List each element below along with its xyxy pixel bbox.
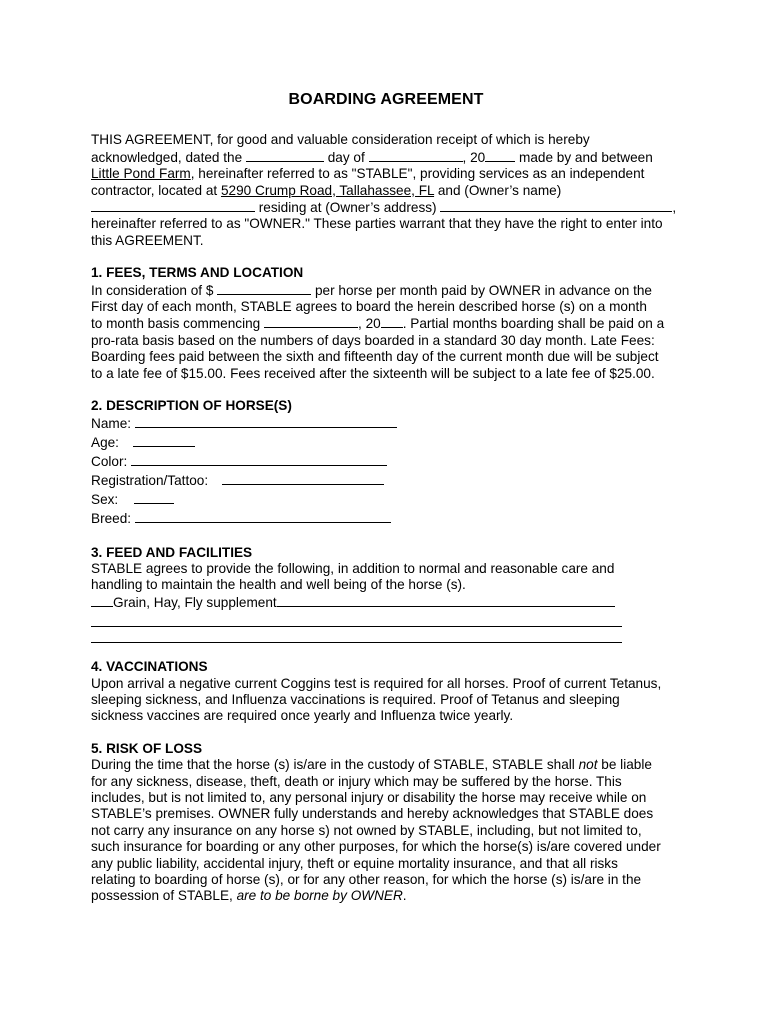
- intro-line: [91, 149, 681, 166]
- horse-sex-blank[interactable]: [134, 491, 174, 504]
- owner-address-blank[interactable]: [440, 199, 672, 212]
- section-line: STABLE’s premises. OWNER fully understands and hereby acknowledges that STABLE does: [91, 806, 654, 822]
- section-heading: 3. FEED AND FACILITIES: [91, 544, 253, 560]
- intro-line: [91, 183, 681, 199]
- feed-supplement-line: [91, 594, 681, 611]
- horse-age-blank[interactable]: [133, 434, 195, 447]
- section-line: STABLE agrees to provide the following, in addition to normal and reasonable care and: [91, 560, 615, 576]
- horse-color-row: [91, 453, 681, 472]
- horse-age-row: [91, 434, 681, 453]
- date-day-blank[interactable]: [246, 149, 324, 162]
- stable-address: 5290 Crump Road, Tallahassee, FL: [220, 182, 435, 198]
- field-label: Breed:: [91, 510, 132, 526]
- horse-sex-row: [91, 491, 681, 510]
- emphasis: are to be borne by OWNER: [236, 888, 403, 904]
- document-page: [91, 92, 681, 905]
- section-heading: 1. FEES, TERMS AND LOCATION: [91, 265, 304, 281]
- text: possession of STABLE,: [91, 888, 237, 904]
- text: contractor, located at: [91, 182, 221, 198]
- emphasis: not: [578, 757, 598, 773]
- text: per horse per month paid by OWNER in advance on the: [311, 282, 652, 298]
- text: , 20: [358, 316, 381, 332]
- section-line: such insurance for boarding or any other purposes, for which the horse(s) is/are covered under: [91, 839, 661, 855]
- section-line: includes, but is not limited to, any personal injury or disability the horse may receive while on: [91, 789, 647, 805]
- horse-name-blank[interactable]: [135, 415, 397, 428]
- text: .: [402, 888, 407, 904]
- section-line: [91, 315, 681, 332]
- text: Grain, Hay, Fly supplement: [113, 594, 277, 610]
- text: be liable: [597, 757, 652, 773]
- section-line: relating to boarding of horse (s), or for any other reason, for which the horse (s) is/are in the: [91, 872, 642, 887]
- horse-registration-blank[interactable]: [222, 472, 384, 485]
- feed-check-blank[interactable]: [91, 594, 113, 607]
- section-feed: [91, 545, 681, 644]
- section-fees: [91, 265, 681, 382]
- commencing-date-blank[interactable]: [264, 315, 358, 328]
- text: and (Owner’s name): [434, 182, 562, 198]
- text: ,: [672, 200, 677, 216]
- section-heading: 2. DESCRIPTION OF HORSE(S): [91, 398, 292, 414]
- date-year-blank[interactable]: [485, 149, 515, 162]
- text: In consideration of $: [91, 282, 218, 298]
- field-label: Color:: [91, 453, 128, 469]
- section-line: Upon arrival a negative current Coggins test is required for all horses. Proof of current Tetanus,: [91, 675, 662, 691]
- field-label: Name:: [91, 415, 132, 431]
- text: to month basis commencing: [91, 316, 265, 332]
- section-line: for any sickness, disease, theft, death or injury which may be suffered by the horse. This: [91, 773, 622, 789]
- section-line: any public liability, accidental injury, theft or equine mortality insurance, and that all risks: [91, 855, 618, 871]
- text: , 20: [462, 149, 486, 165]
- section-line: [91, 888, 681, 904]
- intro-line: [91, 199, 681, 216]
- section-line: not carry any insurance on any horse s) not owned by STABLE, including, but not limited to,: [91, 822, 642, 838]
- text: , hereinafter referred to as "STABLE", providing services as an independent: [190, 166, 645, 182]
- text: day of: [323, 149, 369, 165]
- horse-color-blank[interactable]: [131, 453, 387, 466]
- section-line: pro-rata basis based on the numbers of days boarded in a standard 30 day month. Late Fees:: [91, 332, 655, 348]
- text: made by and between: [515, 149, 653, 165]
- section-line: handling to maintain the health and well being of the horse (s).: [91, 577, 466, 593]
- horse-registration-row: [91, 472, 681, 491]
- text: During the time that the horse (s) is/are in the custody of STABLE, STABLE shall: [91, 757, 579, 773]
- section-vaccinations: [91, 659, 681, 725]
- section-line: to a late fee of $15.00. Fees received after the sixteenth will be subject to a late fee of $25.00.: [91, 365, 655, 381]
- text: acknowledged, dated the: [91, 149, 246, 165]
- text: . Partial months boarding shall be paid on a: [402, 316, 665, 332]
- owner-name-blank[interactable]: [91, 199, 255, 212]
- horse-breed-row: [91, 510, 681, 529]
- feed-notes-blank[interactable]: [277, 594, 615, 607]
- date-month-blank[interactable]: [369, 149, 463, 162]
- commencing-year-blank[interactable]: [381, 315, 403, 328]
- section-horse-description: [91, 398, 681, 528]
- section-line: [91, 282, 681, 299]
- section-line: First day of each month, STABLE agrees to board the herein described horse (s) on a month: [91, 299, 647, 315]
- intro-line: this AGREEMENT.: [91, 232, 204, 248]
- intro-line: hereinafter referred to as "OWNER." These parties warrant that they have the right to enter into: [91, 216, 663, 232]
- section-heading: 4. VACCINATIONS: [91, 659, 208, 675]
- farm-name: Little Pond Farm: [91, 166, 191, 182]
- section-risk-of-loss: [91, 741, 681, 905]
- feed-notes-line[interactable]: [91, 627, 622, 643]
- intro-paragraph: [91, 132, 681, 249]
- fee-amount-blank[interactable]: [217, 282, 311, 295]
- section-line: sleeping sickness, and Influenza vaccinations is required. Proof of Tetanus and sleeping: [91, 691, 620, 707]
- intro-line: THIS AGREEMENT, for good and valuable consideration receipt of which is hereby: [91, 132, 590, 148]
- feed-notes-line[interactable]: [91, 611, 622, 627]
- section-heading: 5. RISK OF LOSS: [91, 740, 203, 756]
- field-label: Registration/Tattoo:: [91, 472, 209, 488]
- horse-name-row: [91, 415, 681, 434]
- section-line: Boarding fees paid between the sixth and fifteenth day of the current month due will be subject: [91, 349, 659, 365]
- section-line: [91, 757, 681, 773]
- text: residing at (Owner’s address): [255, 200, 441, 216]
- section-line: sickness vaccines are required once yearly and Influenza twice yearly.: [91, 708, 514, 724]
- field-label: Age:: [91, 434, 119, 450]
- document-title: BOARDING AGREEMENT: [288, 91, 484, 108]
- field-label: Sex:: [91, 491, 119, 507]
- intro-line: [91, 166, 681, 182]
- horse-breed-blank[interactable]: [135, 510, 391, 523]
